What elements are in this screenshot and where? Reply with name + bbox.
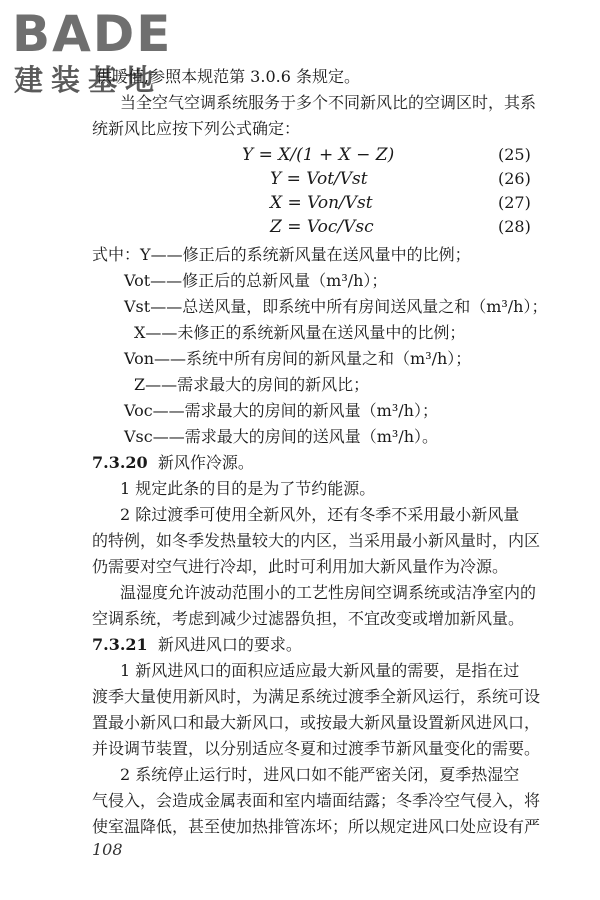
eq-number-27: (27) [498,193,531,212]
section-title: 新风进风口的要求。 [157,635,302,654]
def-x: X——未修正的系统新风量在送风量中的比例； [134,323,466,342]
eq-number-28: (28) [498,217,531,236]
logo-text: BADE [12,5,173,63]
def-y: 式中：Y——修正后的系统新风量在送风量中的比例； [92,245,471,264]
formula-25: Y = X/(1 + X − Z) [242,145,395,165]
section-title: 新风作冷源。 [157,453,254,472]
formula-26: Y = Vot/Vst [270,169,368,189]
s7320-p3-line1: 温湿度允许波动范围小的工艺性房间空调系统或洁净室内的 [120,583,537,602]
def-vsc: Vsc——需求最大的房间的送风量（m³/h）。 [124,427,439,446]
s7320-p2-line2: 的特例，如冬季发热量较大的内区，当采用最小新风量时，内区 [92,531,541,550]
s7320-p2-line3: 仍需要对空气进行冷却，此时可利用加大新风量作为冷源。 [92,557,509,576]
formula-27: X = Von/Vst [270,193,373,213]
logo-subtitle: 建装基地 [14,63,163,97]
s7320-p3-line2: 空调系统，考虑到减少过滤器负担，不宜改变或增加新风量。 [92,609,525,628]
s7321-p1-line4: 并设调节装置，以分别适应冬夏和过渡季节新风量变化的需要。 [92,739,541,758]
def-vst: Vst——总送风量，即系统中所有房间送风量之和（m³/h）； [124,297,548,316]
section-7-3-20-heading [92,452,254,474]
section-number: 7.3.21 [92,635,148,654]
page-number: 108 [92,840,123,859]
eq-number-25: (25) [498,145,531,164]
s7321-p1-line2: 渡季大量使用新风时，为满足系统过渡季全新风运行，系统可设 [92,687,541,706]
s7321-p2-line3: 使室温降低，甚至使加热排管冻坏；所以规定进风口处应设有严 [92,817,541,836]
s7321-p1-line1: 1 新风进风口的面积应适应最大新风量的需要，是指在过 [120,661,520,680]
intro-line-2: 当全空气空调系统服务于多个不同新风比的空调区时，其系 [120,93,537,112]
intro-line-3: 统新风比应按下列公式确定： [92,119,301,138]
def-z: Z——需求最大的房间的新风比； [134,375,370,394]
eq-number-26: (26) [498,169,531,188]
def-voc: Voc——需求最大的房间的新风量（m³/h）； [124,401,438,420]
section-7-3-21-heading [92,634,302,656]
def-vot: Vot——修正后的总新风量（m³/h）； [124,271,388,290]
s7321-p2-line1: 2 系统停止运行时，进风口如不能严密关闭，夏季热湿空 [120,765,520,784]
watermark-logo [12,6,182,106]
formula-28: Z = Voc/Vsc [270,217,374,237]
s7321-p1-line3: 置最小新风口和最大新风口，或按最大新风量设置新风进风口， [92,713,541,732]
section-number: 7.3.20 [92,453,148,472]
intro-line-1: 供暖值,参照本规范第 3.0.6 条规定。 [96,67,360,86]
def-von: Von——系统中所有房间的新风量之和（m³/h）； [124,349,472,368]
s7320-p2-line1: 2 除过渡季可使用全新风外，还有冬季不采用最小新风量 [120,505,520,524]
s7320-p1: 1 规定此条的目的是为了节约能源。 [120,479,376,498]
s7321-p2-line2: 气侵入，会造成金属表面和室内墙面结露；冬季冷空气侵入，将 [92,791,541,810]
